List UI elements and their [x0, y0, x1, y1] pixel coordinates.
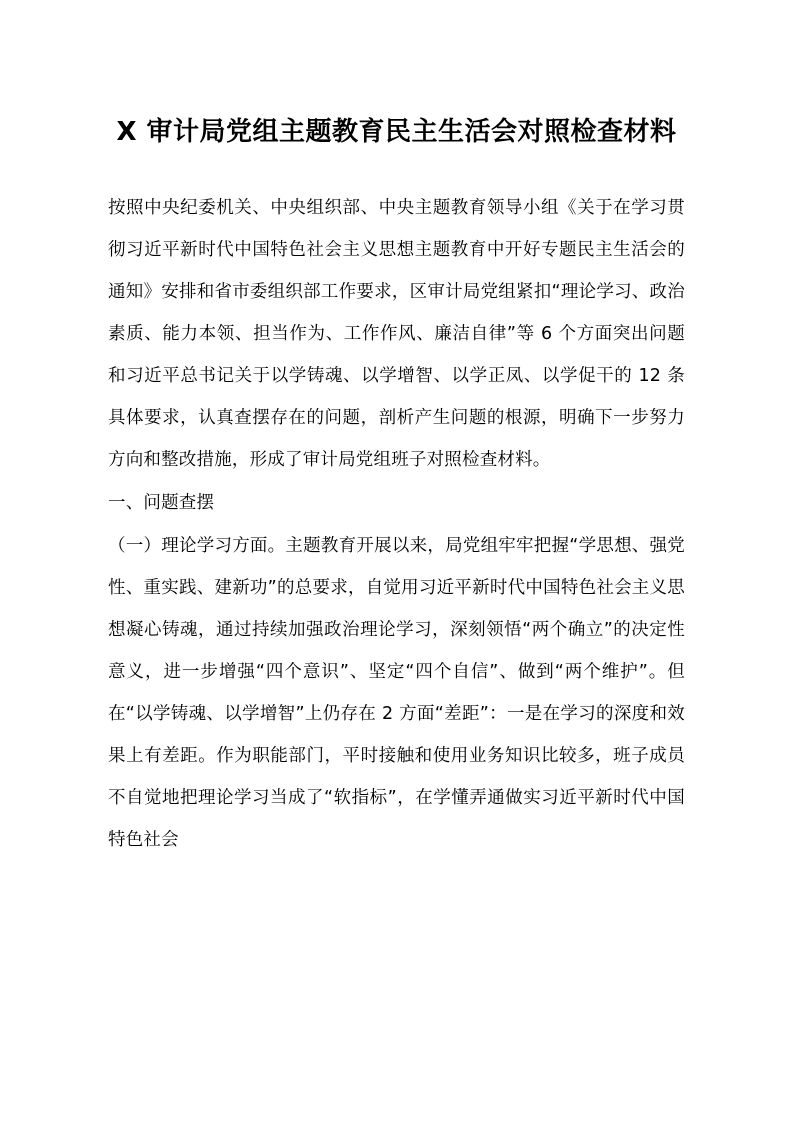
- page-title: X 审计局党组主题教育民主生活会对照检查材料: [116, 117, 677, 147]
- document-body: [108, 187, 685, 861]
- paragraph-1: 按照中央纪委机关、中央组织部、中央主题教育领导小组《关于在学习贯彻习近平新时代中国特色社会主义思想主题教育中开好专题民主生活会的通知》安排和省市委组织部工作要求，区审计局党组紧扣“理论学习、政治素质、能力本领、担当作为、工作作风、廉洁自律”等 6 个方面突出问题和习近平总书记关于以学铸魂、以学增智、以学正凤、以学促干的 12 条具体要求，认真查摆存在的问题，剖析产生问题的根源，明确下一步努力方向和整改措施，形成了审计局党组班子对照检查材料。: [108, 198, 685, 470]
- paragraph-2: 一、问题查摆: [108, 493, 215, 513]
- paragraph-3: （一）理论学习方面。主题教育开展以来，局党组牢牢把握“学思想、强党性、重实践、建新功”的总要求，自觉用习近平新时代中国特色社会主义思想凝心铸魂，通过持续加强政治理论学习，深刻领悟“两个确立”的决定性意义，进一步增强“四个意识”、坚定“四个自信”、做到“两个维护”。但在“以学铸魂、以学增智”上仍存在 2 方面“差距”：一是在学习的深度和效果上有差距。作为职能部门，平时接触和使用业务知识比较多，班子成员不自觉地把理论学习当成了“软指标”，在学懂弄通做实习近平新时代中国特色社会: [108, 536, 685, 850]
